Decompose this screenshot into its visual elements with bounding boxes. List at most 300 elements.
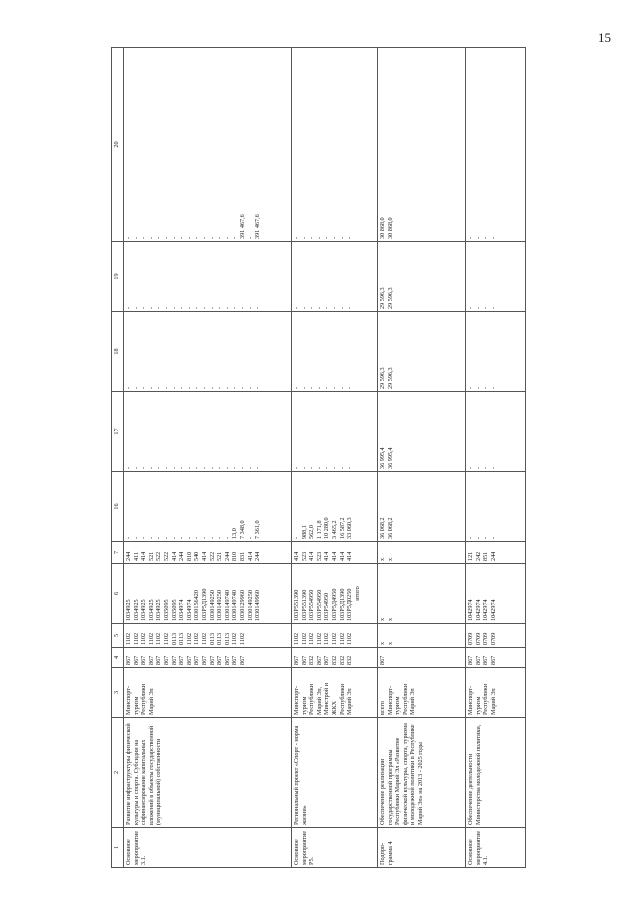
cell-line: - [223, 306, 231, 309]
cell-line: - [178, 236, 186, 239]
cell-line: 1102 [231, 632, 239, 645]
cell-line: 1030149960 [254, 590, 262, 621]
cell-line: 867 [132, 655, 140, 665]
cell-line: 867 [300, 655, 308, 665]
cell-line: - [300, 386, 308, 389]
cell-line: 1102 [140, 632, 148, 645]
cell-line: 832 [330, 655, 338, 665]
cell-line: x [379, 617, 386, 621]
cell-line: 851 [482, 551, 490, 561]
cell-line: 1030149250 [246, 590, 254, 621]
cell-line: - [147, 236, 155, 239]
cell-line: 867 [293, 655, 300, 665]
cell-line: 1102 [330, 632, 338, 645]
cell-line: 16 587,2 [338, 517, 346, 539]
cell-line: - [308, 386, 316, 389]
cell-line: - [178, 466, 186, 469]
cell-c17 [466, 392, 526, 472]
cell-line: - [293, 306, 300, 309]
cell-c20 [292, 48, 378, 242]
cell-line: 103P551390 [300, 589, 308, 621]
cell-c1: Основное мероприятие 3.1. [124, 828, 292, 868]
cell-line: - [132, 236, 140, 239]
cell-line: 414 [170, 551, 178, 561]
cell-line: - [323, 386, 331, 389]
cell-line: 867 [125, 655, 132, 665]
cell-line: - [293, 536, 300, 539]
cell-line: - [132, 536, 140, 539]
cell-line: - [467, 306, 474, 309]
cell-line: 391 467,6 [254, 214, 262, 239]
cell-line: - [223, 236, 231, 239]
cell-line: - [246, 386, 254, 389]
cell-line: - [467, 386, 474, 389]
cell-line: - [238, 306, 246, 309]
cell-line: 103P5Д4950 [330, 588, 338, 621]
cell-line: - [489, 386, 497, 389]
budget-table [111, 47, 526, 868]
cell-c6 [292, 564, 378, 624]
cell-line: - [467, 536, 474, 539]
cell-line: 810 [185, 551, 193, 561]
cell-line: 521 [147, 551, 155, 561]
cell-line: 0709 [482, 632, 490, 645]
cell-line: - [308, 466, 316, 469]
cell-c17 [378, 392, 466, 472]
cell-line: - [231, 386, 239, 389]
cell-line: 0113 [223, 632, 231, 645]
cell-line: 414 [293, 551, 300, 561]
cell-c6 [378, 564, 466, 624]
cell-line: - [147, 536, 155, 539]
cell-line: 414 [308, 551, 316, 561]
cell-line: - [193, 536, 201, 539]
cell-line: 0709 [474, 632, 482, 645]
cell-line: - [231, 236, 239, 239]
cell-line: - [155, 536, 163, 539]
cell-line: 7 361,0 [254, 520, 262, 539]
cell-line: 867 [216, 655, 224, 665]
cell-line: - [300, 236, 308, 239]
cell-line: - [300, 466, 308, 469]
col-header-20: 20 [112, 48, 124, 242]
cell-line: - [208, 536, 216, 539]
cell-line: 1042974 [482, 599, 490, 621]
total-label: итого [353, 586, 361, 601]
cell-line: 36 995,4 [379, 447, 386, 469]
cell-line: 36 995,4 [386, 447, 394, 469]
cell-line: 414 [323, 551, 331, 561]
cell-line: - [338, 466, 346, 469]
cell-line: - [125, 236, 132, 239]
cell-line: 1030129960 [238, 590, 246, 621]
cell-line: 832 [338, 655, 346, 665]
cell-c18 [466, 312, 526, 392]
cell-line: - [308, 306, 316, 309]
cell-line: 1102 [132, 632, 140, 645]
cell-line: - [238, 466, 246, 469]
cell-line: - [178, 306, 186, 309]
cell-line: - [170, 536, 178, 539]
cell-line: - [223, 386, 231, 389]
cell-line: 867 [489, 655, 497, 665]
cell-c2: Обеспечение реализации государственной программы Республики Марий Эл «Развитие физической культуры, спорта, туризма и молодежной политики в Республике Марий Эл» на 2013 - 2025 годы [378, 718, 466, 828]
cell-line: 103P554950 [315, 589, 323, 621]
cell-c18 [124, 312, 292, 392]
cell-line: - [231, 306, 239, 309]
cell-line: 103P54950 [323, 592, 331, 621]
cell-line: - [170, 466, 178, 469]
cell-c16 [292, 472, 378, 542]
cell-line: 1034974 [178, 599, 186, 621]
cell-line: 1102 [300, 632, 308, 645]
cell-line: 867 [178, 655, 186, 665]
cell-line: - [185, 236, 193, 239]
cell-line: - [489, 236, 497, 239]
cell-c7 [292, 542, 378, 564]
cell-line: 0709 [467, 632, 474, 645]
cell-line: 1042974 [474, 599, 482, 621]
cell-c17 [292, 392, 378, 472]
cell-line: - [467, 236, 474, 239]
cell-line: 867 [162, 655, 170, 665]
cell-line: 0113 [216, 632, 224, 645]
cell-line: 867 [193, 655, 201, 665]
cell-line: 391 467,6 [238, 214, 246, 239]
cell-line: - [293, 236, 300, 239]
cell-line: 1102 [155, 632, 163, 645]
cell-line: - [300, 306, 308, 309]
cell-line: - [147, 306, 155, 309]
cell-line: 1102 [323, 632, 331, 645]
cell-line: - [170, 236, 178, 239]
cell-line: 832 [308, 655, 316, 665]
cell-c5 [466, 624, 526, 648]
cell-line: x [386, 617, 394, 621]
cell-c5 [378, 624, 466, 648]
cell-line: 1102 [315, 632, 323, 645]
cell-line: - [254, 386, 262, 389]
cell-line: - [346, 306, 354, 309]
cell-line: 121 [467, 551, 474, 561]
col-header-1: 1 [112, 828, 124, 868]
cell-c18 [292, 312, 378, 392]
cell-line: - [482, 386, 490, 389]
cell-line: - [330, 466, 338, 469]
cell-line: 540 [193, 551, 201, 561]
cell-line: - [216, 536, 224, 539]
cell-c7 [124, 542, 292, 564]
cell-line: - [208, 466, 216, 469]
total-label: всего [379, 701, 386, 715]
cell-line: - [162, 386, 170, 389]
cell-line: 3 465,2 [330, 520, 338, 539]
rotated-table-sheet [111, 48, 611, 868]
cell-c3: Минспорт-туризм Республики Марий Эл, Минстрой и ЖКХ Республики Марий Эл [292, 668, 378, 718]
cell-line: - [140, 536, 148, 539]
cell-line: 0113 [208, 632, 216, 645]
col-header-5: 5 [112, 624, 124, 648]
col-header-6: 6 [112, 564, 124, 624]
cell-line: 244 [178, 551, 186, 561]
cell-line: - [223, 466, 231, 469]
cell-line: 867 [231, 655, 239, 665]
cell-line: - [208, 386, 216, 389]
cell-line: 867 [140, 655, 148, 665]
cell-line: - [216, 236, 224, 239]
cell-line: - [140, 466, 148, 469]
cell-c5 [292, 624, 378, 648]
cell-line: 867 [185, 655, 193, 665]
cell-line: - [200, 386, 208, 389]
cell-line: 414 [330, 551, 338, 561]
cell-line: - [246, 236, 254, 239]
cell-line: 30 868,0 [386, 217, 394, 239]
cell-line: - [489, 536, 497, 539]
cell-c5 [124, 624, 292, 648]
cell-c1: Основное мероприятие Р5. [292, 828, 378, 868]
cell-line: - [200, 306, 208, 309]
cell-line: 414 [140, 551, 148, 561]
cell-line: - [125, 306, 132, 309]
cell-line: - [185, 466, 193, 469]
cell-line: - [140, 386, 148, 389]
cell-line: - [193, 236, 201, 239]
cell-line: 1102 [338, 632, 346, 645]
cell-c16 [124, 472, 292, 542]
cell-line: 867 [223, 655, 231, 665]
cell-line: 1102 [147, 632, 155, 645]
cell-line: 411 [132, 551, 140, 561]
cell-line: 242 [474, 551, 482, 561]
cell-line: 1034925 [155, 599, 163, 621]
cell-line: - [315, 236, 323, 239]
cell-c2: Развитие инфраструктуры физической культуры и спорта. Субсидии на софинансирование капитальных вложений в объекты государственной (муниципальной) собственности [124, 718, 292, 828]
cell-line: 1 171,8 [315, 520, 323, 539]
cell-c3 [378, 668, 466, 718]
page-number: 15 [598, 30, 611, 45]
cell-line: 1102 [193, 632, 201, 645]
cell-line: 867 [155, 655, 163, 665]
cell-line: - [140, 306, 148, 309]
cell-line: 0113 [170, 632, 178, 645]
cell-line: 1034925 [140, 599, 148, 621]
cell-line: 1035095 [170, 599, 178, 621]
cell-line: 1034925 [147, 599, 155, 621]
cell-line: - [482, 466, 490, 469]
cell-line: - [200, 536, 208, 539]
cell-line: - [125, 536, 132, 539]
cell-line: - [346, 466, 354, 469]
cell-line: 29 596,3 [379, 367, 386, 389]
cell-line: - [193, 386, 201, 389]
cell-line: 103P5Д1390 [338, 588, 346, 621]
cell-line: 1030149250 [208, 590, 216, 621]
cell-line: 1030149250 [216, 590, 224, 621]
cell-line: 867 [323, 655, 331, 665]
cell-line: - [155, 306, 163, 309]
cell-line: 30 868,0 [379, 217, 386, 239]
cell-c18 [378, 312, 466, 392]
cell-line: - [489, 306, 497, 309]
cell-line: - [323, 236, 331, 239]
cell-line: - [223, 536, 231, 539]
cell-line: - [315, 386, 323, 389]
cell-line: - [193, 466, 201, 469]
cell-c4 [466, 648, 526, 668]
cell-c19 [466, 242, 526, 312]
cell-line: - [293, 466, 300, 469]
cell-line: - [162, 466, 170, 469]
col-header-19: 19 [112, 242, 124, 312]
cell-line: 867 [238, 655, 246, 665]
cell-line: - [338, 386, 346, 389]
cell-c20 [466, 48, 526, 242]
cell-line: 521 [216, 551, 224, 561]
cell-line: 29 596,3 [386, 367, 394, 389]
cell-line: 36 068,2 [379, 517, 386, 539]
cell-line: - [216, 306, 224, 309]
cell-line: - [162, 236, 170, 239]
cell-line: - [474, 306, 482, 309]
cell-line: - [216, 466, 224, 469]
cell-c3: Минспорт-туризм Республики Марий Эл [466, 668, 526, 718]
cell-line: 867 [315, 655, 323, 665]
cell-line: - [200, 466, 208, 469]
cell-line: - [125, 386, 132, 389]
table-row [378, 48, 466, 868]
cell-line: 103P554950 [308, 589, 316, 621]
cell-line: 867 [379, 655, 386, 665]
cell-line: - [185, 306, 193, 309]
cell-c19 [378, 242, 466, 312]
cell-line: - [489, 466, 497, 469]
cell-line: - [315, 306, 323, 309]
cell-line: 1102 [346, 632, 354, 645]
cell-line: 988,1 [300, 525, 308, 539]
cell-line: 867 [170, 655, 178, 665]
cell-line: 867 [482, 655, 490, 665]
cell-c4 [124, 648, 292, 668]
cell-line: 103P5Д1390 [200, 588, 208, 621]
cell-line: x [379, 557, 386, 561]
cell-line: 244 [489, 551, 497, 561]
cell-line: 810 [231, 551, 239, 561]
cell-line: - [323, 306, 331, 309]
cell-line: 1102 [162, 632, 170, 645]
cell-line: - [178, 386, 186, 389]
cell-line: - [155, 466, 163, 469]
cell-line: - [330, 236, 338, 239]
cell-line: 13,0 [231, 528, 239, 539]
cell-line: 1102 [293, 632, 300, 645]
cell-line: - [315, 466, 323, 469]
cell-line: 522 [155, 551, 163, 561]
cell-line: 414 [200, 551, 208, 561]
cell-line: - [170, 386, 178, 389]
cell-line: - [208, 236, 216, 239]
table-body [124, 48, 526, 868]
cell-line: - [482, 236, 490, 239]
cell-line: 414 [338, 551, 346, 561]
col-header-2: 2 [112, 718, 124, 828]
cell-line: 244 [254, 551, 262, 561]
cell-line: 0709 [489, 632, 497, 645]
cell-line: 523 [300, 551, 308, 561]
cell-line: 1102 [238, 632, 246, 645]
cell-line: 0113 [178, 632, 186, 645]
cell-line: 1030149740 [231, 590, 239, 621]
cell-line: 867 [200, 655, 208, 665]
cell-line: 522 [162, 551, 170, 561]
cell-line: - [132, 306, 140, 309]
cell-line: - [208, 306, 216, 309]
col-header-3: 3 [112, 668, 124, 718]
cell-line: 1042974 [467, 599, 474, 621]
cell-line: - [246, 466, 254, 469]
cell-c20 [378, 48, 466, 242]
cell-c16 [378, 472, 466, 542]
cell-line: - [170, 306, 178, 309]
cell-line: - [147, 466, 155, 469]
cell-line: - [155, 236, 163, 239]
cell-line: 1102 [185, 632, 193, 645]
cell-c3: Минспорт-туризм Республики Марий Эл [124, 668, 292, 718]
cell-c2: Обеспечение деятельности Министерства молодежной политики, [466, 718, 526, 828]
cell-line: - [338, 306, 346, 309]
col-header-18: 18 [112, 312, 124, 392]
cell-line: - [193, 306, 201, 309]
cell-line: 29 596,3 [386, 287, 394, 309]
cell-line: 1102 [308, 632, 316, 645]
cell-c6 [124, 564, 292, 624]
cell-line: 867 [147, 655, 155, 665]
cell-line: - [254, 306, 262, 309]
cell-line: - [246, 306, 254, 309]
cell-c7 [378, 542, 466, 564]
cell-line: - [346, 236, 354, 239]
cell-line: 244 [223, 551, 231, 561]
cell-line: - [185, 386, 193, 389]
cell-c4 [292, 648, 378, 668]
cell-line: 1102 [200, 632, 208, 645]
cell-line: 7 348,0 [238, 520, 246, 539]
cell-line: 832 [346, 655, 354, 665]
cell-line: - [474, 536, 482, 539]
cell-line: 523 [315, 551, 323, 561]
cell-line: - [246, 536, 254, 539]
cell-line: 414 [246, 551, 254, 561]
cell-line: - [474, 386, 482, 389]
cell-line: 1102 [125, 632, 132, 645]
cell-line: 1030156420 [193, 590, 201, 621]
cell-line: x [386, 641, 394, 645]
cell-line: - [140, 236, 148, 239]
cell-line: - [132, 466, 140, 469]
cell-line: 867 [467, 655, 474, 665]
cell-line: - [132, 386, 140, 389]
table-row [124, 48, 292, 868]
cell-line: x [379, 641, 386, 645]
cell-line: 1035095 [162, 599, 170, 621]
table-row [466, 48, 526, 868]
cell-line: - [178, 536, 186, 539]
cell-line: 36 068,2 [386, 517, 394, 539]
cell-line: 33 060,3 [346, 517, 354, 539]
cell-line: - [147, 386, 155, 389]
cell-line: - [338, 236, 346, 239]
cell-line: 867 [474, 655, 482, 665]
